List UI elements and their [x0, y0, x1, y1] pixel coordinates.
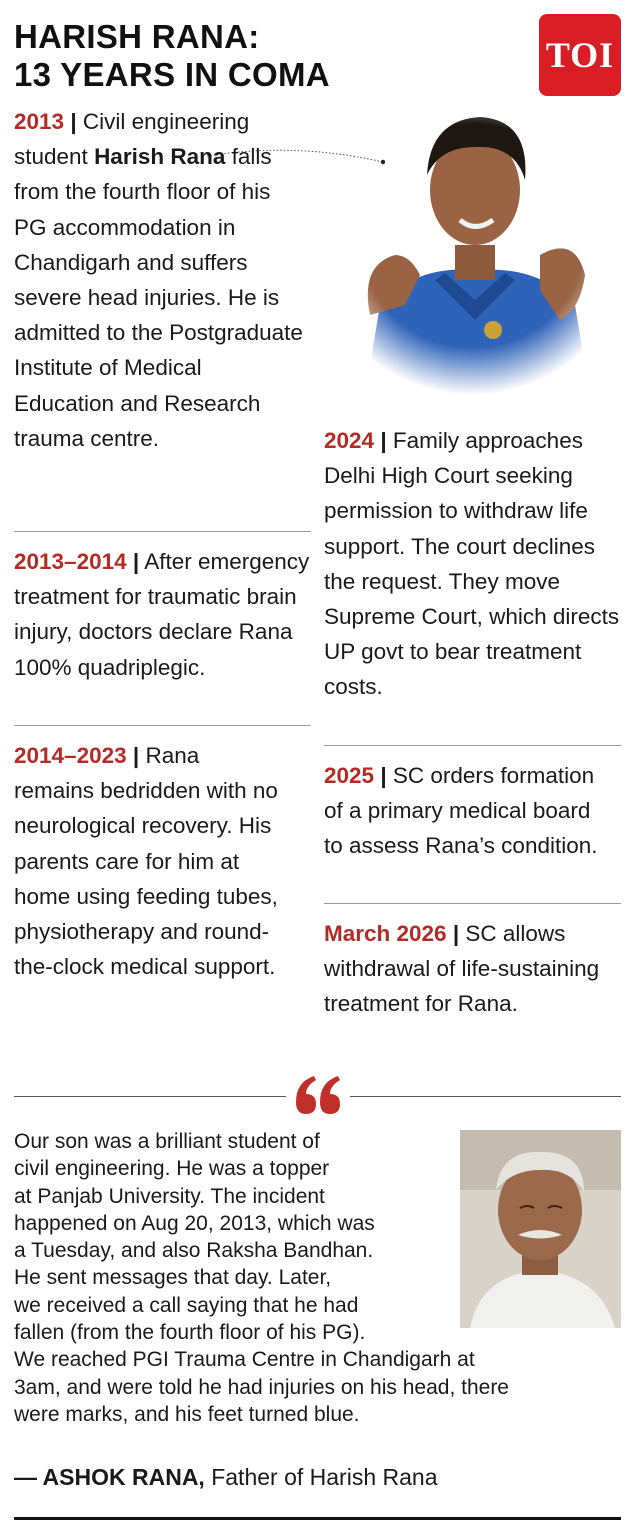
- timeline-entry-2013-2014: 2013–2014 | After emergency treatment for traumatic brain injury, doctors declare Rana 100% quadriplegic.: [14, 549, 310, 680]
- quote-divider-right: [350, 1096, 621, 1097]
- quote-line: He sent messages that day. Later,: [14, 1266, 332, 1290]
- divider: [14, 725, 311, 726]
- timeline-entry-2024: 2024 | Family approaches Delhi High Court seeking permission to withdraw life support. The court declines the request. They move Supreme Court, which directs UP govt to bear treatment costs.: [324, 428, 620, 700]
- quote-line: We reached PGI Trauma Centre in Chandigarh at: [14, 1348, 475, 1372]
- attribution: — ASHOK RANA, Father of Harish Rana: [14, 1464, 438, 1490]
- quote-text: [14, 1128, 624, 1428]
- quote-line: were marks, and his feet turned blue.: [14, 1402, 360, 1426]
- headline-line-2: 13 YEARS IN COMA: [14, 56, 330, 93]
- divider: [14, 531, 311, 532]
- quote-line: at Panjab University. The incident: [14, 1184, 325, 1208]
- timeline-entry-2025: 2025 | SC orders formation of a primary medical board to assess Rana’s condition.: [324, 763, 598, 859]
- quote-line: happened on Aug 20, 2013, which was: [14, 1211, 375, 1235]
- quote-line: civil engineering. He was a topper: [14, 1157, 330, 1181]
- timeline-entry-march-2026: March 2026 | SC allows withdrawal of life-sustaining treatment for Rana.: [324, 921, 600, 1017]
- divider: [324, 903, 621, 904]
- attribution-name: ASHOK RANA,: [42, 1464, 205, 1490]
- quote-divider-left: [14, 1096, 286, 1097]
- timeline-entry-2013: 2013 | Civil engineering student Harish Rana falls from the fourth floor of his PG accommodation in Chandigarh and suffers severe head injuries. He is admitted to the Postgraduate Institute of Medical Education and Research trauma centre.: [14, 109, 303, 451]
- toi-logo[interactable]: TOI: [539, 14, 621, 96]
- quote-line: Our son was a brilliant student of: [14, 1130, 320, 1153]
- quote-line: fallen (from the fourth floor of his PG).: [14, 1321, 366, 1345]
- divider: [324, 745, 621, 746]
- attribution-role: Father of Harish Rana: [204, 1464, 438, 1490]
- quote-mark-icon: [292, 1072, 344, 1118]
- quote-line: 3am, and were told he had injuries on his head, there: [14, 1375, 509, 1399]
- headline-line-1: HARISH RANA:: [14, 18, 260, 55]
- quote-line: a Tuesday, and also Raksha Bandhan.: [14, 1239, 374, 1263]
- quote-line: we received a call saying that he had: [14, 1293, 359, 1317]
- headline: [14, 18, 374, 94]
- timeline-entry-2014-2023: 2014–2023 | Rana remains bedridden with no neurological recovery. His parents care for him at home using feeding tubes, physiotherapy and round-the-clock medical support.: [14, 743, 278, 980]
- bottom-rule: [14, 1517, 621, 1520]
